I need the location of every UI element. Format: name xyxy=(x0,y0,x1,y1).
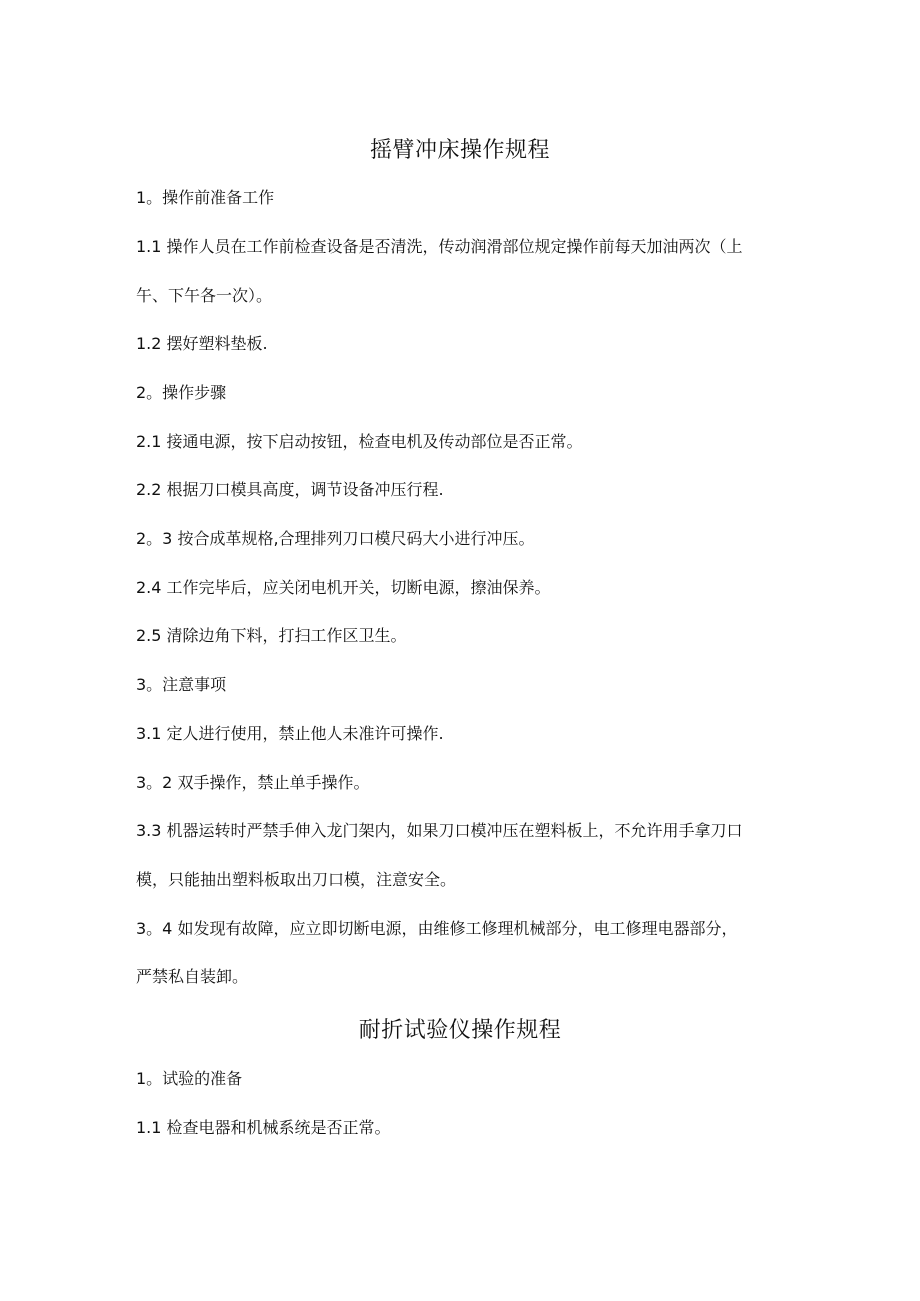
item-2-1: 2.1 接通电源，按下启动按钮，检查电机及传动部位是否正常。 xyxy=(136,432,583,451)
section-2-title: 耐折试验仪操作规程 xyxy=(358,1018,562,1043)
heading-3-notes: 3。注意事项 xyxy=(136,675,227,694)
item-3-3-line-2: 模，只能抽出塑料板取出刀口模，注意安全。 xyxy=(136,870,457,889)
item-1-2: 1.2 摆好塑料垫板. xyxy=(136,334,268,353)
item-3-1: 3.1 定人进行使用，禁止他人未准许可操作. xyxy=(136,724,444,743)
item-1-1-line-2: 午、下午各一次）。 xyxy=(136,286,273,305)
item-2-4: 2.4 工作完毕后，应关闭电机开关，切断电源，擦油保养。 xyxy=(136,578,551,597)
section-1-title: 摇臂冲床操作规程 xyxy=(369,138,550,163)
item-3-3-line-1: 3.3 机器运转时严禁手伸入龙门架内，如果刀口模冲压在塑料板上，不允许用手拿刀口 xyxy=(136,821,743,840)
item-s2-1-1: 1.1 检查电器和机械系统是否正常。 xyxy=(136,1118,391,1137)
heading-s2-1-prep: 1。试验的准备 xyxy=(136,1069,243,1088)
heading-2-steps: 2。操作步骤 xyxy=(136,383,227,402)
item-2-5: 2.5 清除边角下料，打扫工作区卫生。 xyxy=(136,626,407,645)
item-3-4-line-1: 3。4 如发现有故障，应立即切断电源，由维修工修理机械部分，电工修理电器部分， xyxy=(136,919,738,938)
item-2-2: 2.2 根据刀口模具高度，调节设备冲压行程. xyxy=(136,480,444,499)
item-3-4-line-2: 严禁私自装卸。 xyxy=(136,967,249,986)
heading-1-prep: 1。操作前准备工作 xyxy=(136,188,275,207)
item-1-1-line-1: 1.1 操作人员在工作前检查设备是否清洗，传动润滑部位规定操作前每天加油两次（上 xyxy=(136,237,743,256)
item-2-3: 2。3 按合成革规格,合理排列刀口模尺码大小进行冲压。 xyxy=(136,529,535,548)
item-3-2: 3。2 双手操作，禁止单手操作。 xyxy=(136,773,370,792)
